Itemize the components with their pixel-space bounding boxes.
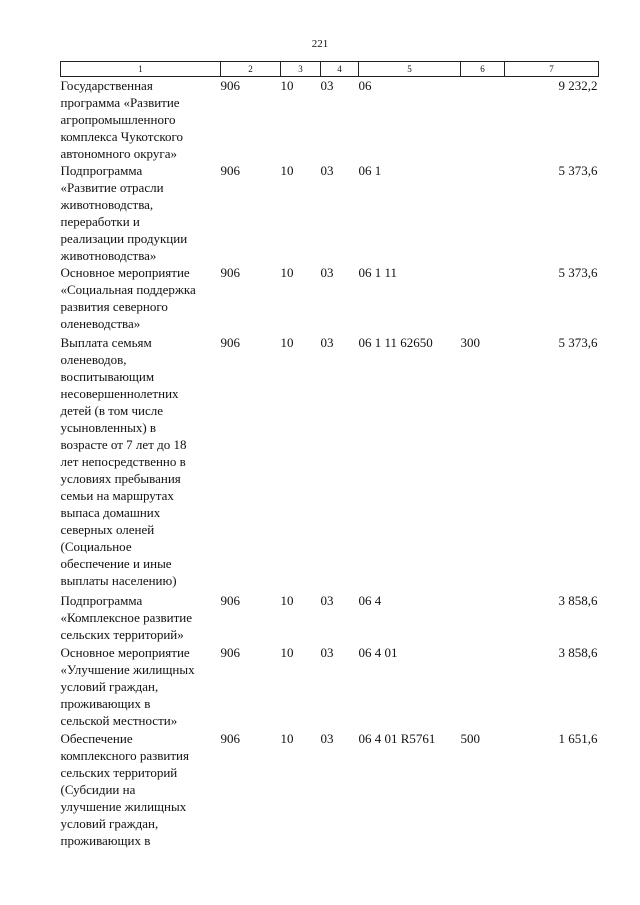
row-col-6 [461,77,505,163]
row-col-7: 5 373,6 [558,335,598,350]
budget-table [60,61,599,849]
table-row [61,162,599,264]
table-row [61,730,599,849]
row-col-7: 5 373,6 [558,163,598,178]
row-name: Государственная программа «Развитие агропромышленного комплекса Чукотского автономного округа» [60,78,183,161]
header-col-1: 1 [61,62,221,77]
row-col-2: 906 [220,593,240,608]
header-col-3: 3 [281,62,321,77]
row-col-5: 06 4 01 [358,645,398,660]
row-name: Основное мероприятие «Улучшение жилищных условий граждан, проживающих в сельской местности» [60,645,195,728]
row-col-5: 06 1 [358,163,382,178]
row-col-6: 300 [460,335,480,350]
row-col-4: 03 [320,78,334,93]
row-col-6 [461,162,505,264]
row-col-6 [461,264,505,334]
row-col-4: 03 [320,593,334,608]
row-col-7: 9 232,2 [558,78,598,93]
table-row [61,644,599,730]
page-number: 221 [311,38,329,50]
row-col-3: 10 [280,593,294,608]
table-body [61,77,599,850]
header-col-6: 6 [461,62,505,77]
table-row [61,592,599,644]
table-row [61,264,599,334]
row-name: Выплата семьям оленеводов, воспитывающим несовершеннолетних детей (в том числе усыновленных) в возрасте от 7 лет до 18 лет непосредственно в условиях пребывания семьи на маршрутах выпаса домашних северных оленей (Социальное обеспечение и иные выплаты населению) [60,335,187,588]
row-col-7: 1 651,6 [558,731,598,746]
row-col-3: 10 [280,335,294,350]
row-col-3: 10 [280,731,294,746]
row-col-4: 03 [320,645,334,660]
row-col-2: 906 [220,335,240,350]
row-name: Основное мероприятие «Социальная поддержка развития северного оленеводства» [60,265,196,331]
row-col-5: 06 1 11 [358,265,398,280]
row-name: Подпрограмма «Комплексное развитие сельских территорий» [60,593,193,642]
header-col-4: 4 [321,62,359,77]
row-col-3: 10 [280,78,294,93]
row-col-6 [461,644,505,730]
row-col-4: 03 [320,731,334,746]
row-col-3: 10 [280,163,294,178]
row-col-7: 3 858,6 [558,645,598,660]
table-row [61,77,599,163]
row-col-3: 10 [280,265,294,280]
row-col-2: 906 [220,163,240,178]
row-col-5: 06 4 [358,593,382,608]
header-col-7: 7 [505,62,599,77]
row-name: Подпрограмма «Развитие отрасли животноводства, переработки и реализации продукции животноводства» [60,163,188,263]
row-name: Обеспечение комплексного развития сельских территорий (Субсидии на улучшение жилищных условий граждан, проживающих в [60,731,189,848]
row-col-3: 10 [280,645,294,660]
row-col-2: 906 [220,645,240,660]
row-col-2: 906 [220,265,240,280]
row-col-7: 3 858,6 [558,593,598,608]
row-col-5: 06 1 11 62650 [358,335,433,350]
row-col-5: 06 4 01 R5761 [358,731,436,746]
table-row [61,334,599,592]
row-col-2: 906 [220,78,240,93]
table-header [61,62,599,77]
header-row [61,62,599,77]
row-col-4: 03 [320,163,334,178]
row-col-6 [461,592,505,644]
row-col-7: 5 373,6 [558,265,598,280]
header-col-2: 2 [221,62,281,77]
header-col-5: 5 [359,62,461,77]
row-col-5: 06 [358,78,372,93]
row-col-4: 03 [320,335,334,350]
row-col-6: 500 [460,731,480,746]
row-col-2: 906 [220,731,240,746]
row-col-4: 03 [320,265,334,280]
